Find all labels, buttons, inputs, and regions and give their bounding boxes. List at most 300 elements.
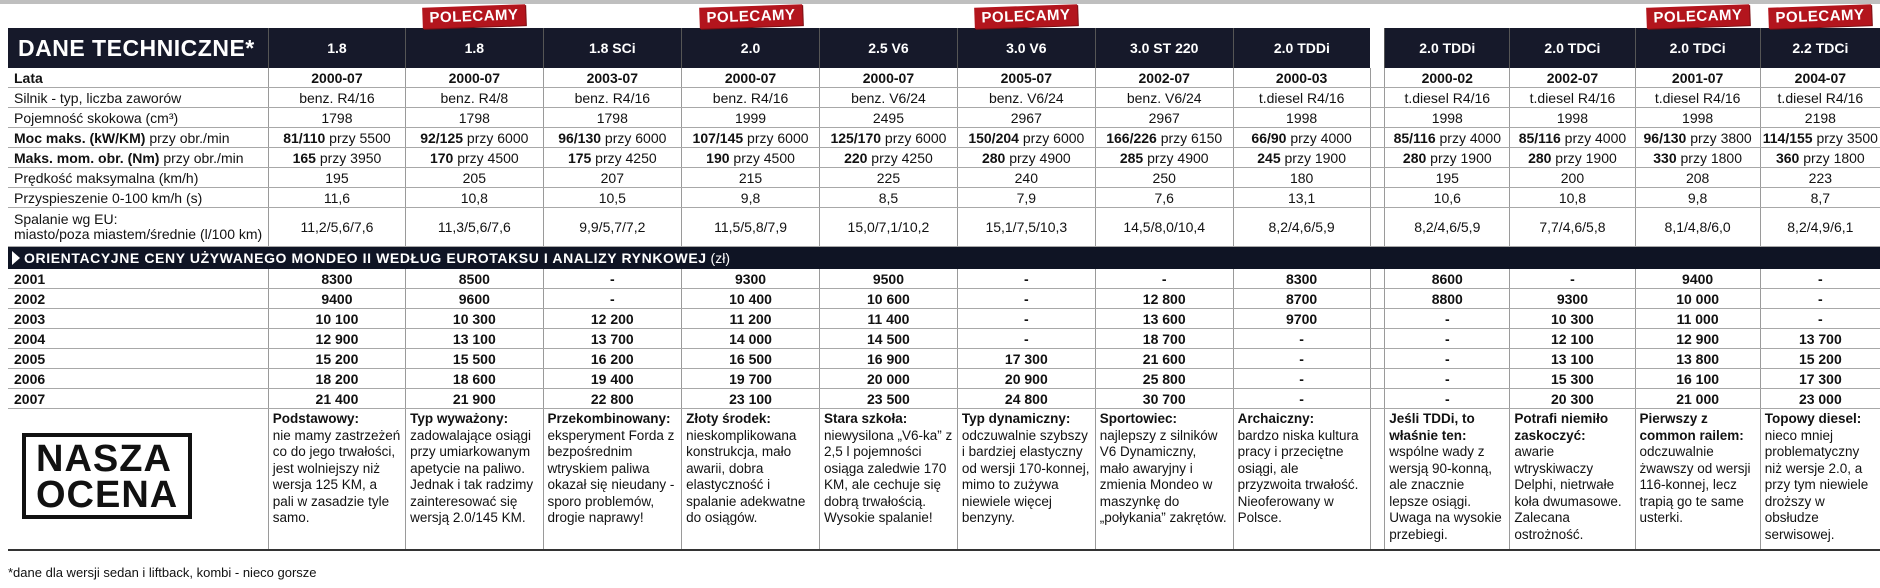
- price-row: [8, 309, 1880, 329]
- header-row: [8, 28, 1880, 68]
- spec-value: [1510, 68, 1635, 88]
- price-value: 9700: [1233, 309, 1370, 329]
- price-value: 9400: [268, 289, 405, 309]
- price-value: -: [1233, 329, 1370, 349]
- recommended-badge: POLECAMY: [1646, 4, 1750, 29]
- table-title: DANE TECHNICZNE*: [8, 28, 268, 68]
- price-value: -: [957, 309, 1095, 329]
- price-value: 10 000: [1635, 289, 1760, 309]
- price-row: [8, 269, 1880, 289]
- spec-value-suffix: przy 4500: [729, 149, 795, 166]
- spec-value: [682, 68, 820, 88]
- spec-value-main: 2000-07: [724, 69, 777, 86]
- price-value: 8500: [406, 269, 543, 289]
- rating-cell: [1233, 409, 1370, 551]
- price-value: 12 900: [1635, 329, 1760, 349]
- spec-value-main: 81/110: [283, 129, 326, 146]
- column-header: [1385, 28, 1510, 68]
- spec-value-suffix: przy 6000: [881, 129, 947, 146]
- price-band-row: [8, 247, 1880, 270]
- spec-value: benz. R4/16: [682, 88, 820, 108]
- spec-value: [1385, 148, 1510, 168]
- price-value: 10 600: [819, 289, 957, 309]
- spec-value: 10,5: [543, 188, 682, 208]
- spec-value-main: 170: [429, 149, 454, 166]
- spec-value: t.diesel R4/16: [1233, 88, 1370, 108]
- price-value: 17 300: [957, 349, 1095, 369]
- price-value: 21 600: [1095, 349, 1233, 369]
- spec-value: 15,1/7,5/10,3: [957, 208, 1095, 247]
- spec-value: 14,5/8,0/10,4: [1095, 208, 1233, 247]
- spec-value-main: 2000-02: [1421, 69, 1473, 86]
- spec-value-main: 2005-07: [1000, 69, 1053, 86]
- rating-cell: [1095, 409, 1233, 551]
- spec-value-main: 85/116: [1518, 129, 1561, 146]
- spec-value: 8,5: [819, 188, 957, 208]
- spec-value-main: 280: [981, 149, 1006, 166]
- play-arrow-icon: [12, 251, 20, 265]
- column-gap: [1370, 28, 1385, 68]
- spec-row: [8, 128, 1880, 148]
- table-body: [8, 6, 1880, 550]
- spec-value: 2967: [1095, 108, 1233, 128]
- price-value: -: [1233, 369, 1370, 389]
- column-header: [543, 28, 682, 68]
- spec-value-main: 2000-07: [311, 69, 363, 86]
- spec-value: [682, 148, 820, 168]
- spec-value-main: 330: [1653, 149, 1677, 166]
- price-value: 13 700: [543, 329, 682, 349]
- recommended-badge: POLECAMY: [1769, 4, 1873, 29]
- rating-text: odczuwalnie szybszy i bardziej elastyczny od wersji 170-konnej, mimo to zużywa niewiele więcej benzyny.: [961, 427, 1090, 525]
- spec-value-suffix: przy 6000: [1018, 129, 1085, 146]
- price-value: 8600: [1385, 269, 1510, 289]
- top-rule: [0, 0, 1880, 4]
- rating-cell: [682, 409, 820, 551]
- spec-label: [8, 148, 268, 168]
- price-value: 19 700: [682, 369, 820, 389]
- column-gap: [1370, 409, 1385, 551]
- spec-value: t.diesel R4/16: [1385, 88, 1510, 108]
- spec-row: [8, 88, 1880, 108]
- spec-value: [406, 128, 543, 148]
- spec-value: 225: [819, 168, 957, 188]
- price-value: -: [543, 289, 682, 309]
- price-value: 25 800: [1095, 369, 1233, 389]
- column-header: [819, 28, 957, 68]
- spec-value: [1760, 148, 1880, 168]
- spec-value-suffix: przy 4250: [867, 149, 933, 166]
- price-value: -: [1385, 369, 1510, 389]
- footnote: *dane dla wersji sedan i liftback, kombi - nieco gorsze: [8, 565, 317, 580]
- rating-text: awarie wtryskiwaczy Delphi, nietrwałe koła dwumasowe. Zalecana ostrożność.: [1514, 444, 1622, 542]
- spec-value: 1798: [268, 108, 405, 128]
- spec-value: 8,2/4,6/5,9: [1385, 208, 1510, 247]
- spec-value-main: 2002-07: [1138, 69, 1190, 86]
- spec-value: 207: [543, 168, 682, 188]
- price-value: 24 800: [957, 389, 1095, 409]
- spec-value-main: 2003-07: [586, 69, 638, 86]
- price-row: [8, 289, 1880, 309]
- price-value: -: [957, 269, 1095, 289]
- price-value: 20 900: [957, 369, 1095, 389]
- price-value: 13 800: [1635, 349, 1760, 369]
- column-gap: [1370, 148, 1385, 168]
- spec-row: [8, 148, 1880, 168]
- rating-head: Sportowiec:: [1099, 411, 1178, 426]
- spec-value-suffix: przy 3800: [1686, 129, 1752, 146]
- spec-value: [1760, 128, 1880, 148]
- spec-value: 208: [1635, 168, 1760, 188]
- spec-value: [957, 68, 1095, 88]
- rating-text: zadowalające osiągi przy umiarkowanym apetycie na paliwo. Jednak i tak radzimy zainteresować się wersją 2.0/145 KM.: [410, 427, 534, 525]
- rating-text: wspólne wady z wersją 90-konną, ale znacznie lepsze osiągi. Uwaga na wysokie przebiegi.: [1389, 444, 1502, 542]
- price-value: 16 500: [682, 349, 820, 369]
- rating-text: nie mamy zastrzeżeń co do jego trwałości, jest wolniejszy niż wersja 125 KM, a pali w zasadzie tyle samo.: [272, 427, 401, 525]
- price-value: 11 400: [819, 309, 957, 329]
- price-row: [8, 369, 1880, 389]
- column-header-label: 2.5 V6: [868, 40, 909, 56]
- spec-label: Silnik - typ, liczba zaworów: [8, 88, 268, 108]
- spec-value: benz. V6/24: [957, 88, 1095, 108]
- spec-label: Prędkość maksymalna (km/h): [8, 168, 268, 188]
- rating-head: Złoty środek:: [686, 411, 771, 426]
- rating-text: eksperyment Forda z bezpośrednim wtryskiem paliwa okazał się nieudany - sporo problemów, drogie naprawy!: [547, 427, 675, 525]
- price-value: 17 300: [1760, 369, 1880, 389]
- spec-value-suffix: przy 1900: [1426, 149, 1492, 166]
- spec-value-main: 280: [1402, 149, 1427, 166]
- rating-text: bardzo niska kultura pracy i przeciętne osiągi, ale przyzwoita trwałość. Nieoferowany w Polsce.: [1237, 427, 1359, 525]
- spec-value: [1385, 68, 1510, 88]
- spec-value: 10,8: [406, 188, 543, 208]
- price-year: 2004: [8, 329, 268, 349]
- price-value: -: [1233, 349, 1370, 369]
- spec-value: [268, 68, 405, 88]
- spec-label-main: Maks. mom. obr. (Nm): [14, 149, 160, 166]
- price-value: -: [1385, 349, 1510, 369]
- column-gap: [1370, 289, 1385, 309]
- column-header: [1760, 6, 1880, 68]
- column-gap: [1370, 269, 1385, 289]
- rating-head: Typ wyważony:: [410, 411, 509, 426]
- price-value: 23 100: [682, 389, 820, 409]
- spec-value: 195: [1385, 168, 1510, 188]
- rating-title-line1: NASZA: [36, 438, 172, 480]
- spec-value: [1233, 148, 1370, 168]
- column-header-label: 3.0 V6: [1006, 40, 1047, 56]
- column-gap: [1370, 309, 1385, 329]
- spec-value-suffix: przy 1800: [1799, 149, 1865, 166]
- price-year: 2002: [8, 289, 268, 309]
- price-value: 13 600: [1095, 309, 1233, 329]
- rating-cell: [406, 409, 543, 551]
- spec-value: 180: [1233, 168, 1370, 188]
- column-header: [406, 6, 543, 68]
- price-value: 13 100: [406, 329, 543, 349]
- rating-text: nieskomplikowana konstrukcja, mało awarii, dobra elastyczność i spalanie adekwatne do osiągów.: [686, 427, 806, 525]
- spec-value: 2198: [1760, 108, 1880, 128]
- spec-value-suffix: przy 1800: [1676, 149, 1742, 166]
- spec-value: 9,8: [1635, 188, 1760, 208]
- price-value: -: [1385, 389, 1510, 409]
- price-value: 12 800: [1095, 289, 1233, 309]
- spec-value: 200: [1510, 168, 1635, 188]
- price-band-title: ORIENTACYJNE CENY UŻYWANEGO MONDEO II WEDŁUG EUROTAKSU I ANALIZY RYNKOWEJ: [24, 250, 707, 266]
- price-value: -: [1760, 269, 1880, 289]
- price-year: 2007: [8, 389, 268, 409]
- spec-value: 1998: [1385, 108, 1510, 128]
- column-gap: [1370, 349, 1385, 369]
- price-value: 18 200: [268, 369, 405, 389]
- spec-value: [1760, 68, 1880, 88]
- spec-value-suffix: przy 4000: [1286, 129, 1352, 146]
- spec-value: 215: [682, 168, 820, 188]
- price-value: 18 700: [1095, 329, 1233, 349]
- recommended-badge: POLECAMY: [422, 4, 526, 29]
- column-header-label: 2.0: [740, 40, 761, 56]
- price-value: -: [1760, 309, 1880, 329]
- spec-value-main: 2004-07: [1794, 69, 1847, 86]
- price-value: 16 100: [1635, 369, 1760, 389]
- price-value: 10 100: [268, 309, 405, 329]
- price-value: 9600: [406, 289, 543, 309]
- rating-head: Podstawowy:: [272, 411, 360, 426]
- spec-value: [1510, 148, 1635, 168]
- price-value: 12 200: [543, 309, 682, 329]
- column-gap: [1370, 329, 1385, 349]
- price-value: 18 600: [406, 369, 543, 389]
- spec-value: [406, 148, 543, 168]
- rating-head: Przekombinowany:: [547, 411, 671, 426]
- spec-value-main: 125/170: [830, 129, 882, 146]
- spec-value: 7,6: [1095, 188, 1233, 208]
- spec-value: [543, 128, 682, 148]
- spec-label-suffix: przy obr./min: [145, 129, 230, 146]
- price-value: 9500: [819, 269, 957, 289]
- spec-value: 1998: [1510, 108, 1635, 128]
- spec-value: [268, 128, 405, 148]
- price-value: 21 000: [1635, 389, 1760, 409]
- spec-value: [543, 148, 682, 168]
- spec-value-main: 107/145: [692, 129, 744, 146]
- spec-row: [8, 68, 1880, 88]
- price-value: 13 700: [1760, 329, 1880, 349]
- spec-value: 2967: [957, 108, 1095, 128]
- price-value: 9400: [1635, 269, 1760, 289]
- spec-value: 11,3/5,6/7,6: [406, 208, 543, 247]
- spec-value: 1798: [406, 108, 543, 128]
- spec-value-suffix: przy 3950: [315, 149, 382, 166]
- rating-row: [8, 409, 1880, 551]
- spec-value-suffix: przy 5500: [325, 129, 391, 146]
- spec-value: [1095, 128, 1233, 148]
- spec-value-suffix: przy 6000: [601, 129, 667, 146]
- spec-row: [8, 168, 1880, 188]
- spec-value: 223: [1760, 168, 1880, 188]
- spec-value: 7,9: [957, 188, 1095, 208]
- column-header: [682, 6, 820, 68]
- spec-value: [1510, 128, 1635, 148]
- spec-value-main: 285: [1119, 149, 1144, 166]
- price-value: 15 200: [1760, 349, 1880, 369]
- price-value: 21 900: [406, 389, 543, 409]
- spec-value-main: 165: [292, 149, 316, 166]
- spec-value: [1233, 68, 1370, 88]
- spec-value-suffix: przy 4000: [1435, 129, 1501, 146]
- price-band: [8, 247, 1880, 270]
- rating-label: [8, 409, 268, 551]
- rating-head: Jeśli TDDi, to właśnie ten:: [1389, 411, 1475, 443]
- spec-value: benz. V6/24: [819, 88, 957, 108]
- spec-label-suffix: przy obr./min: [159, 149, 244, 166]
- spec-value: 9,9/5,7/7,2: [543, 208, 682, 247]
- spec-value-main: 96/130: [558, 129, 602, 146]
- rating-cell: [268, 409, 405, 551]
- price-value: 12 100: [1510, 329, 1635, 349]
- spec-value: [682, 128, 820, 148]
- spec-value: 195: [268, 168, 405, 188]
- price-value: 8300: [268, 269, 405, 289]
- spec-value: 1798: [543, 108, 682, 128]
- price-value: 22 800: [543, 389, 682, 409]
- column-gap: [1370, 188, 1385, 208]
- column-header: [1233, 28, 1370, 68]
- spec-value: benz. V6/24: [1095, 88, 1233, 108]
- column-gap: [1370, 88, 1385, 108]
- price-value: 15 300: [1510, 369, 1635, 389]
- spec-value: 13,1: [1233, 188, 1370, 208]
- spec-value-main: 190: [706, 149, 730, 166]
- spec-value: 15,0/7,1/10,2: [819, 208, 957, 247]
- spec-value: [1385, 128, 1510, 148]
- column-header-label: 1.8: [464, 40, 485, 56]
- price-value: -: [957, 289, 1095, 309]
- rating-head: Typ dynamiczny:: [961, 411, 1071, 426]
- spec-value-main: 85/116: [1393, 129, 1436, 146]
- recommended-badge: POLECAMY: [974, 4, 1078, 29]
- rating-cell: [1635, 409, 1760, 551]
- spec-row: [8, 108, 1880, 128]
- rating-text: odczuwalnie żwawszy od wersji 116-konnej, lecz trapią go te same usterki.: [1639, 444, 1751, 525]
- rating-head: Pierwszy z common railem:: [1639, 411, 1744, 443]
- spec-value-main: 280: [1528, 149, 1552, 166]
- price-row: [8, 349, 1880, 369]
- column-header: [1510, 28, 1635, 68]
- rating-cell: [543, 409, 682, 551]
- price-value: 14 500: [819, 329, 957, 349]
- spec-row: [8, 208, 1880, 247]
- spec-value-main: 2001-07: [1671, 69, 1724, 86]
- price-value: 10 300: [406, 309, 543, 329]
- spec-value: [1095, 68, 1233, 88]
- column-gap: [1370, 108, 1385, 128]
- spec-label: Przyspieszenie 0-100 km/h (s): [8, 188, 268, 208]
- spec-value-main: 175: [567, 149, 592, 166]
- spec-value: [1635, 68, 1760, 88]
- spec-value: 10,8: [1510, 188, 1635, 208]
- price-value: -: [1760, 289, 1880, 309]
- spec-value-suffix: przy 4000: [1560, 129, 1627, 146]
- spec-value: [406, 68, 543, 88]
- column-header-label: 3.0 ST 220: [1129, 40, 1199, 56]
- price-value: 15 500: [406, 349, 543, 369]
- spec-value: 9,8: [682, 188, 820, 208]
- spec-value-main: 66/90: [1251, 129, 1287, 146]
- rating-title-line2: OCENA: [36, 474, 179, 516]
- spec-value-suffix: przy 4500: [453, 149, 519, 166]
- column-header: [1095, 28, 1233, 68]
- spec-value: 205: [406, 168, 543, 188]
- nasza-ocena-box: [22, 433, 192, 519]
- price-value: 8700: [1233, 289, 1370, 309]
- price-value: 13 100: [1510, 349, 1635, 369]
- column-header-label: 1.8 SCi: [588, 40, 636, 56]
- rating-cell: [1385, 409, 1510, 551]
- spec-row: [8, 188, 1880, 208]
- spec-value-suffix: przy 1900: [1551, 149, 1617, 166]
- column-gap: [1370, 389, 1385, 409]
- spec-value: [1635, 128, 1760, 148]
- spec-value-suffix: przy 3500: [1812, 129, 1878, 146]
- price-value: -: [543, 269, 682, 289]
- spec-value: t.diesel R4/16: [1510, 88, 1635, 108]
- spec-value: [1095, 148, 1233, 168]
- spec-value-suffix: przy 1900: [1280, 149, 1346, 166]
- spec-value: benz. R4/16: [268, 88, 405, 108]
- column-header-label: 2.0 TDDi: [1273, 40, 1330, 56]
- spec-value: [1635, 148, 1760, 168]
- price-value: -: [957, 329, 1095, 349]
- spec-value-main: 360: [1775, 149, 1800, 166]
- price-value: 11 200: [682, 309, 820, 329]
- spec-value: 7,7/4,6/5,8: [1510, 208, 1635, 247]
- price-value: 12 900: [268, 329, 405, 349]
- price-year: 2005: [8, 349, 268, 369]
- spec-value-main: 92/125: [420, 129, 464, 146]
- spec-value: 11,6: [268, 188, 405, 208]
- spec-label: [8, 208, 268, 247]
- spec-label-line2: miasto/poza miastem/średnie (l/100 km): [14, 226, 263, 242]
- spec-value: 1998: [1233, 108, 1370, 128]
- rating-text: niewysilona „V6-ka” z 2,5 l pojemności osiąga zaledwie 170 KM, ale cechuje się dobrą trwałością. Wysokie spalanie!: [823, 427, 953, 525]
- rating-head: Stara szkoła:: [823, 411, 908, 426]
- spec-value: benz. R4/8: [406, 88, 543, 108]
- column-header: [1635, 6, 1760, 68]
- spec-value: t.diesel R4/16: [1635, 88, 1760, 108]
- spec-value: [819, 148, 957, 168]
- spec-value: 11,5/5,8/7,9: [682, 208, 820, 247]
- spec-label: Pojemność skokowa (cm³): [8, 108, 268, 128]
- price-value: 9300: [1510, 289, 1635, 309]
- price-value: 20 300: [1510, 389, 1635, 409]
- spec-value-main: 245: [1257, 149, 1281, 166]
- column-gap: [1370, 168, 1385, 188]
- column-header-label: 2.0 TDCi: [1669, 40, 1726, 56]
- spec-value-main: 96/130: [1643, 129, 1687, 146]
- price-row: [8, 389, 1880, 409]
- spec-value-main: 2002-07: [1546, 69, 1599, 86]
- rating-head: Archaiczny:: [1237, 411, 1315, 426]
- spec-value-suffix: przy 4900: [1005, 149, 1071, 166]
- spec-value-main: 2000-07: [448, 69, 501, 86]
- spec-value: [957, 128, 1095, 148]
- column-header: [268, 28, 405, 68]
- recommended-badge: POLECAMY: [699, 4, 803, 29]
- spec-value-suffix: przy 4250: [591, 149, 657, 166]
- spec-value: 8,7: [1760, 188, 1880, 208]
- rating-head: Topowy diesel:: [1764, 411, 1862, 426]
- rating-text: nieco mniej problematyczny niż wersje 2.0, a przy tym niewiele droższy w obsłudze serwisowej.: [1764, 427, 1869, 542]
